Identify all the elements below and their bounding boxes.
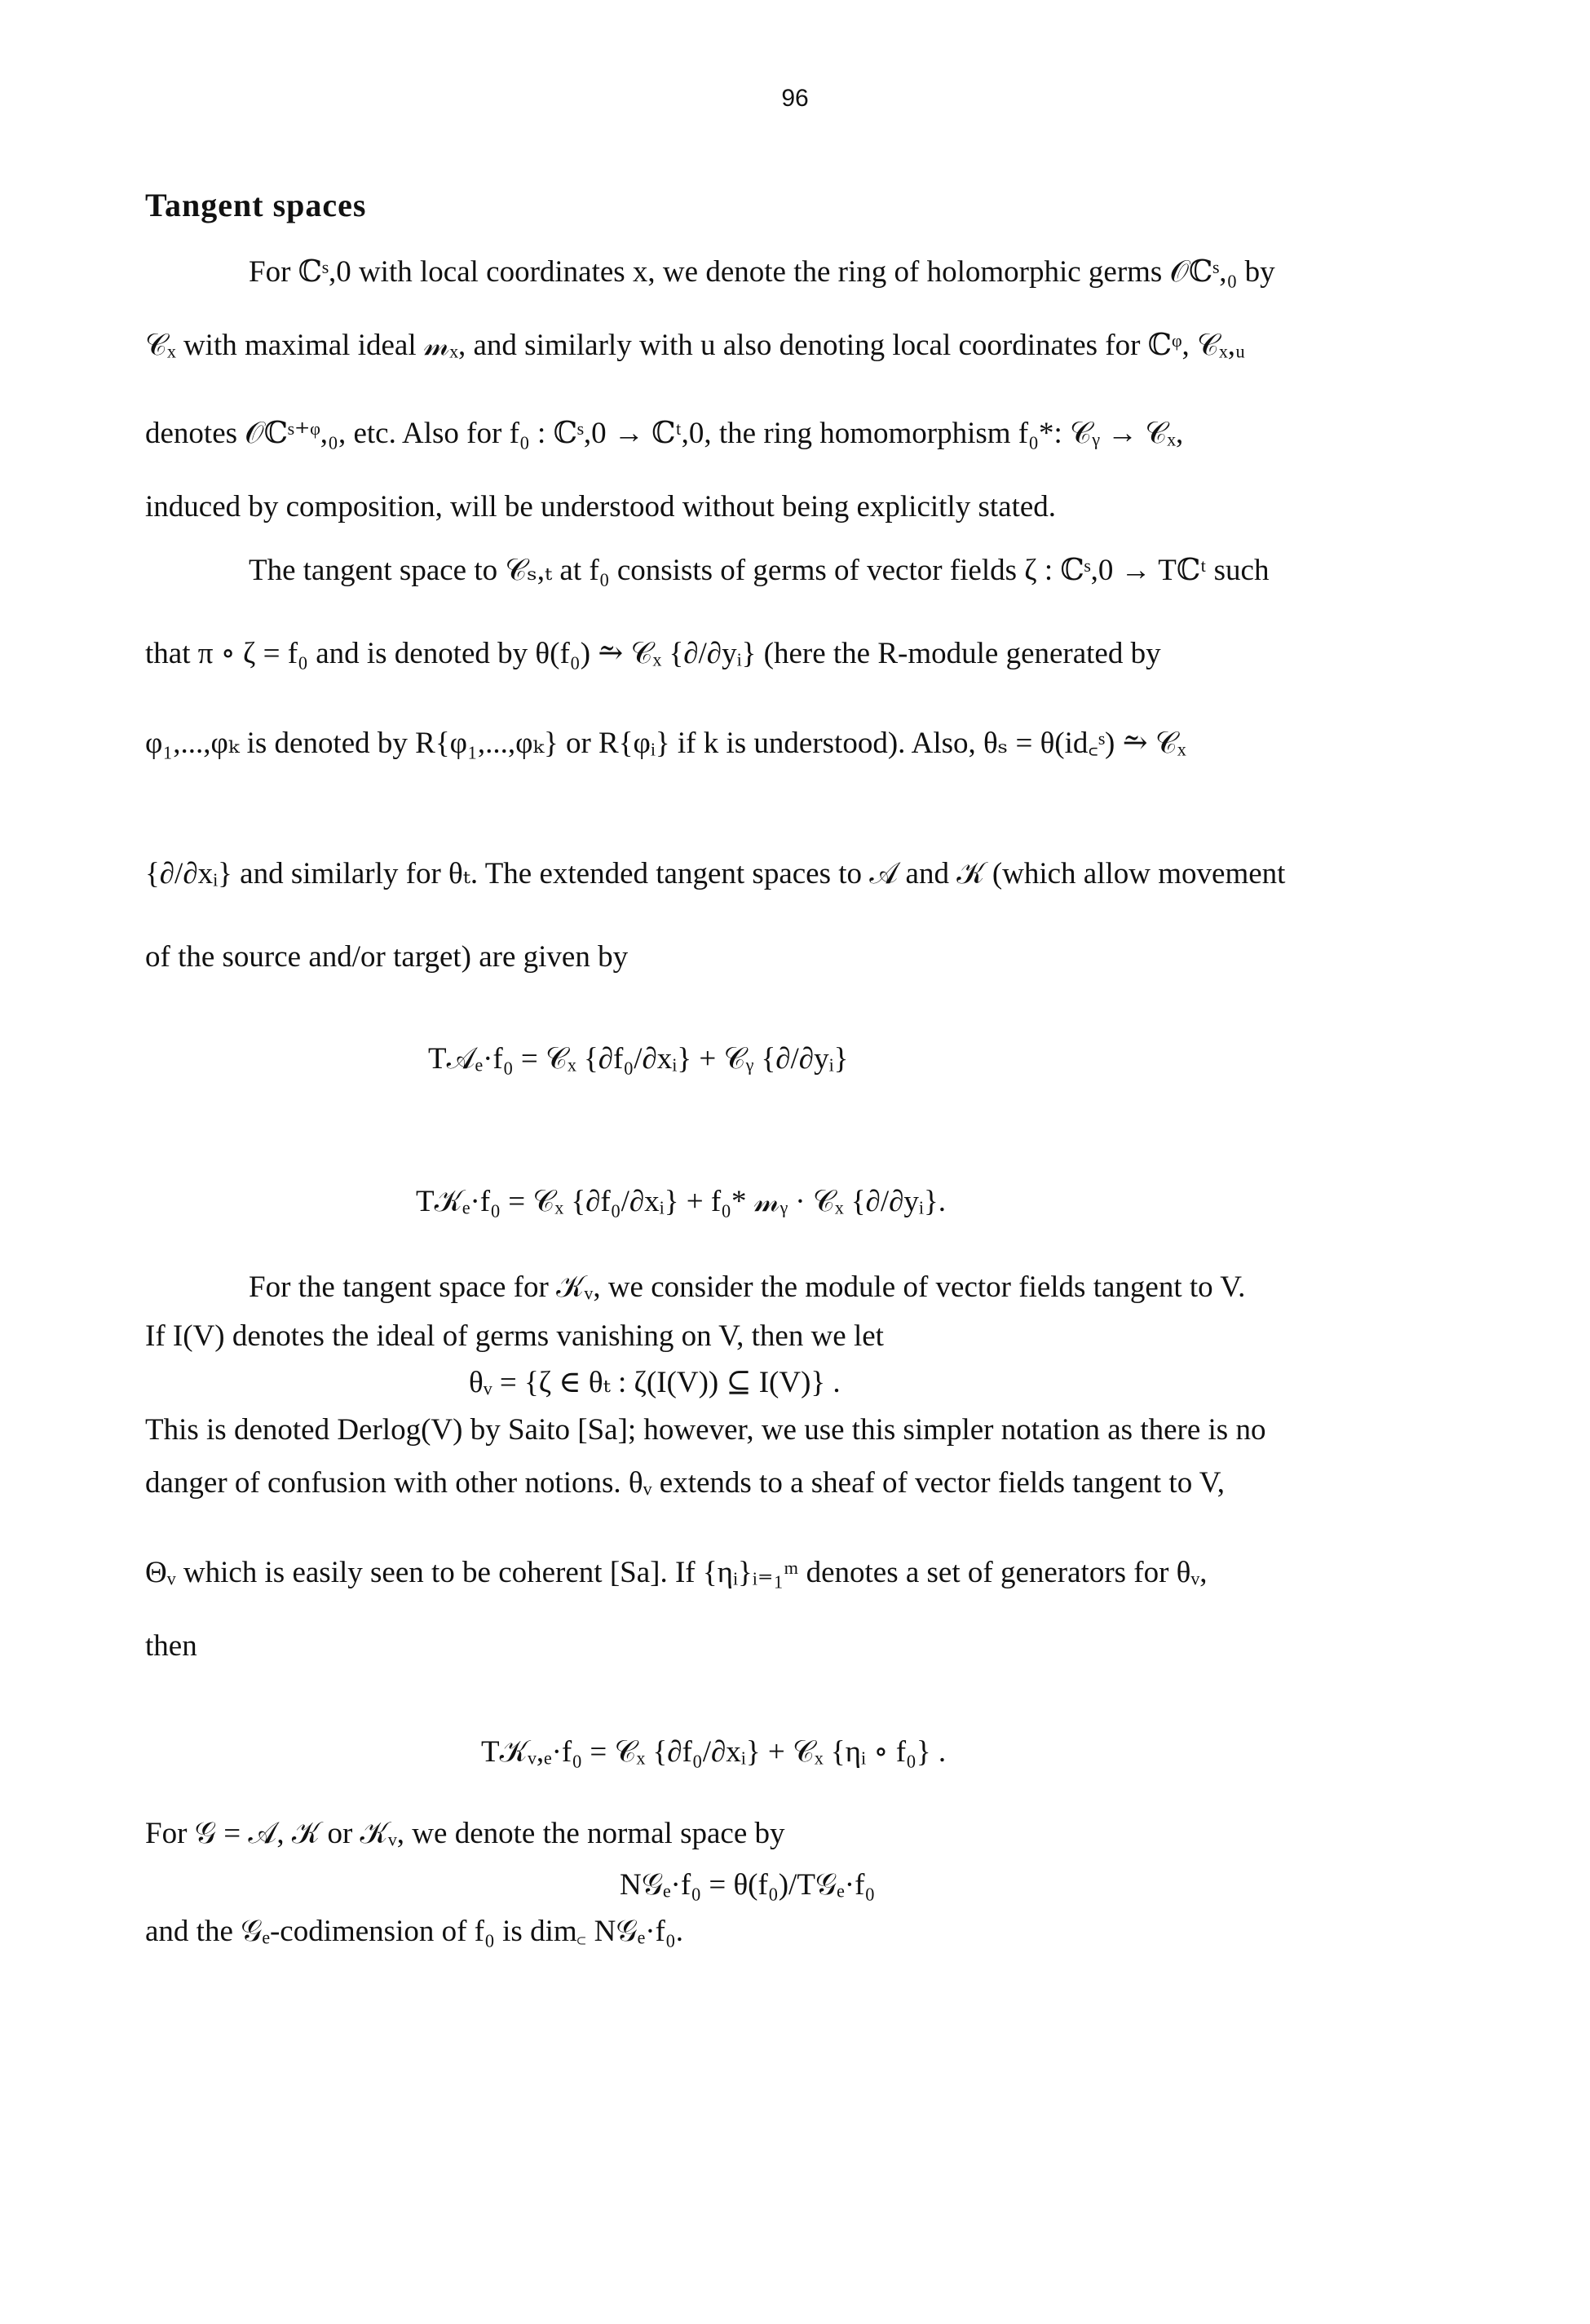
paragraph-line: then <box>145 1629 197 1663</box>
equation-TKe: T𝒦ₑ·f₀ = 𝒞ₓ {∂f₀/∂xᵢ} + f₀* 𝓂ᵧ · 𝒞ₓ {∂/∂yᵢ}. <box>416 1185 946 1218</box>
paragraph-line: The tangent space to 𝒞ₛ,ₜ at f₀ consists of germs of vector fields ζ : ℂˢ,0 → Tℂᵗ such <box>249 554 1270 587</box>
paragraph-line: For 𝒢 = 𝒜, 𝒦 or 𝒦ᵥ, we denote the normal space by <box>145 1817 785 1850</box>
paragraph-line: If I(V) denotes the ideal of germs vanishing on V, then we let <box>145 1319 884 1353</box>
paragraph-line: induced by composition, will be understood without being explicitly stated. <box>145 490 1057 524</box>
page-number: 96 <box>781 85 809 112</box>
paragraph-line: This is denoted Derlog(V) by Saito [Sa]; however, we use this simpler notation as there is no <box>145 1413 1266 1447</box>
equation-thetaV: θᵥ = {ζ ∈ θₜ : ζ(I(V)) ⊆ I(V)} . <box>469 1366 841 1399</box>
paragraph-line: For the tangent space for 𝒦ᵥ, we consider the module of vector fields tangent to V. <box>249 1270 1246 1304</box>
equation-TKV: T𝒦ᵥ,ₑ·f₀ = 𝒞ₓ {∂f₀/∂xᵢ} + 𝒞ₓ {ηᵢ ∘ f₀} . <box>481 1735 947 1769</box>
equation-TAe: T𝒜ₑ·f₀ = 𝒞ₓ {∂f₀/∂xᵢ} + 𝒞ᵧ {∂/∂yᵢ} <box>428 1042 849 1076</box>
paragraph-line: danger of confusion with other notions. θᵥ extends to a sheaf of vector fields tangent to V, <box>145 1466 1225 1500</box>
section-heading: Tangent spaces <box>145 187 367 223</box>
paragraph-line: denotes 𝒪ℂˢ⁺ᵠ,₀, etc. Also for f₀ : ℂˢ,0 → ℂᵗ,0, the ring homomorphism f₀*: 𝒞ᵧ → 𝒞ₓ, <box>145 417 1184 450</box>
paragraph-line: that π ∘ ζ = f₀ and is denoted by θ(f₀) ⥲ 𝒞ₓ {∂/∂yᵢ} (here the R-module generated by <box>145 637 1161 670</box>
paragraph-line: For ℂˢ,0 with local coordinates x, we denote the ring of holomorphic germs 𝒪ℂˢ,₀ by <box>249 255 1275 289</box>
paragraph-line: 𝒞ₓ with maximal ideal 𝓂ₓ, and similarly with u also denoting local coordinates for ℂᵠ, 𝒞ₓ,ᵤ <box>145 329 1246 362</box>
paragraph-line: φ₁,...,φₖ is denoted by R{φ₁,...,φₖ} or R{φᵢ} if k is understood). Also, θₛ = θ(id꜀ˢ) ⥲ 𝒞ₓ <box>145 727 1186 760</box>
paragraph-line: {∂/∂xᵢ} and similarly for θₜ. The extended tangent spaces to 𝒜 and 𝒦 (which allow movement <box>145 857 1286 890</box>
paragraph-line: and the 𝒢ₑ-codimension of f₀ is dim꜀ N𝒢ₑ·f₀. <box>145 1915 683 1948</box>
equation-normal-space: N𝒢ₑ·f₀ = θ(f₀)/T𝒢ₑ·f₀ <box>620 1868 876 1902</box>
paragraph-line: Θᵥ which is easily seen to be coherent [Sa]. If {ηᵢ}ᵢ₌₁ᵐ denotes a set of generators for θᵥ, <box>145 1556 1208 1589</box>
paragraph-line: of the source and/or target) are given by <box>145 940 629 974</box>
